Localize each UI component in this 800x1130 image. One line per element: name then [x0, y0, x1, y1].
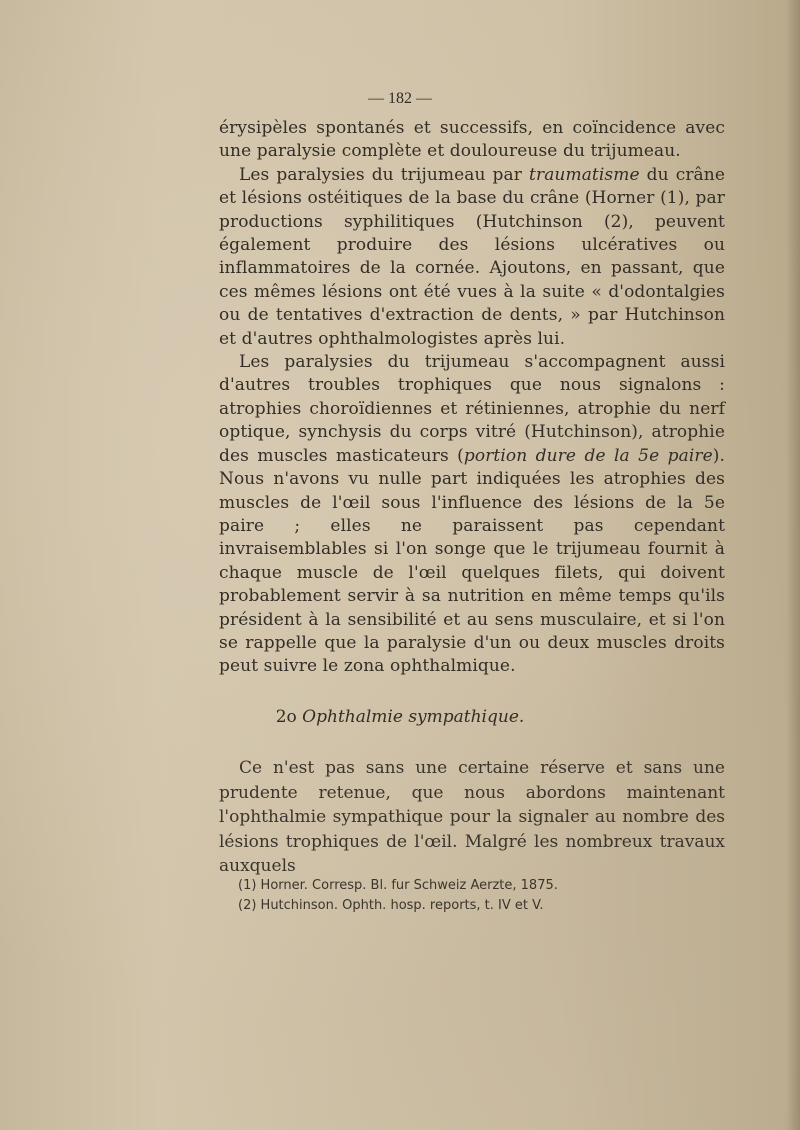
section-paragraph: Ce n'est pas sans une certaine réserve et sans une prudente retenue, que nous abordons maintenant l'ophthalmie sympathique pour la signaler au nombre des lésions trophiques de l'œil. Malgré les nombreux travaux auxquels — [219, 758, 725, 877]
main-text — [219, 117, 725, 679]
paragraph-3 — [219, 351, 725, 679]
section-body — [219, 756, 725, 879]
paragraph-2-italic-term: traumatisme — [529, 164, 640, 185]
section-heading — [0, 707, 800, 727]
page-number: — 182 — — [368, 90, 432, 107]
paragraph-2-text-start: Les paralysies du trijumeau par — [239, 164, 530, 185]
paragraph-1-text: érysipèles spontanés et successifs, en coïncidence avec une paralysie complète et douloureuse du trijumeau. — [219, 118, 725, 162]
paragraph-3-italic-term: portion dure de la 5e paire — [463, 445, 713, 466]
paragraph-2 — [219, 164, 725, 351]
footnote-1: (1) Horner. Corresp. Bl. fur Schweiz Aerzte, 1875. — [238, 878, 558, 893]
section-title: Ophthalmie sympathique. — [302, 707, 525, 727]
footnotes — [238, 876, 718, 916]
paragraph-1 — [219, 117, 725, 164]
footnote-2: (2) Hutchinson. Ophth. hosp. reports, t. IV et V. — [238, 898, 544, 913]
paragraph-3-text-end: ). Nous n'avons vu nulle part indiquées les atrophies des muscles de l'œil sous l'influence des lésions de la 5e paire ; elles ne paraissent pas cependant invraisemblables si l'on songe que le trijumeau fournit à chaque muscle de l'œil quelques filets, qui doivent probablement servir à sa nutrition en même temps qu'ils président à la sensibilité et au sens musculaire, et si l'on se rappelle que la paralysie d'un ou deux muscles droits peut suivre le zona ophthalmique. — [219, 445, 726, 677]
page-edge-shadow — [786, 0, 800, 1130]
paragraph-2-text-end: du crâne et lésions ostéitiques de la base du crâne (Horner (1), par productions syphilitiques (Hutchinson (2), peuvent également produire des lésions ulcératives ou inflammatoires de la cornée. Ajoutons, en passant, que ces mêmes lésions ont été vues à la suite « d'odontalgies ou de tentatives d'extraction de dents, » par Hutchinson et d'autres ophthalmologistes après lui. — [219, 164, 725, 349]
section-number: 2o — [275, 707, 297, 727]
paragraph-3-text-start: Les paralysies du trijumeau s'accompagnent aussi d'autres troubles trophiques que nous signalons : atrophies choroïdiennes et rétiniennes, atrophie du nerf optique, synchysis du corps vitré (Hutchinson), atrophie des muscles masticateurs ( — [219, 352, 725, 466]
